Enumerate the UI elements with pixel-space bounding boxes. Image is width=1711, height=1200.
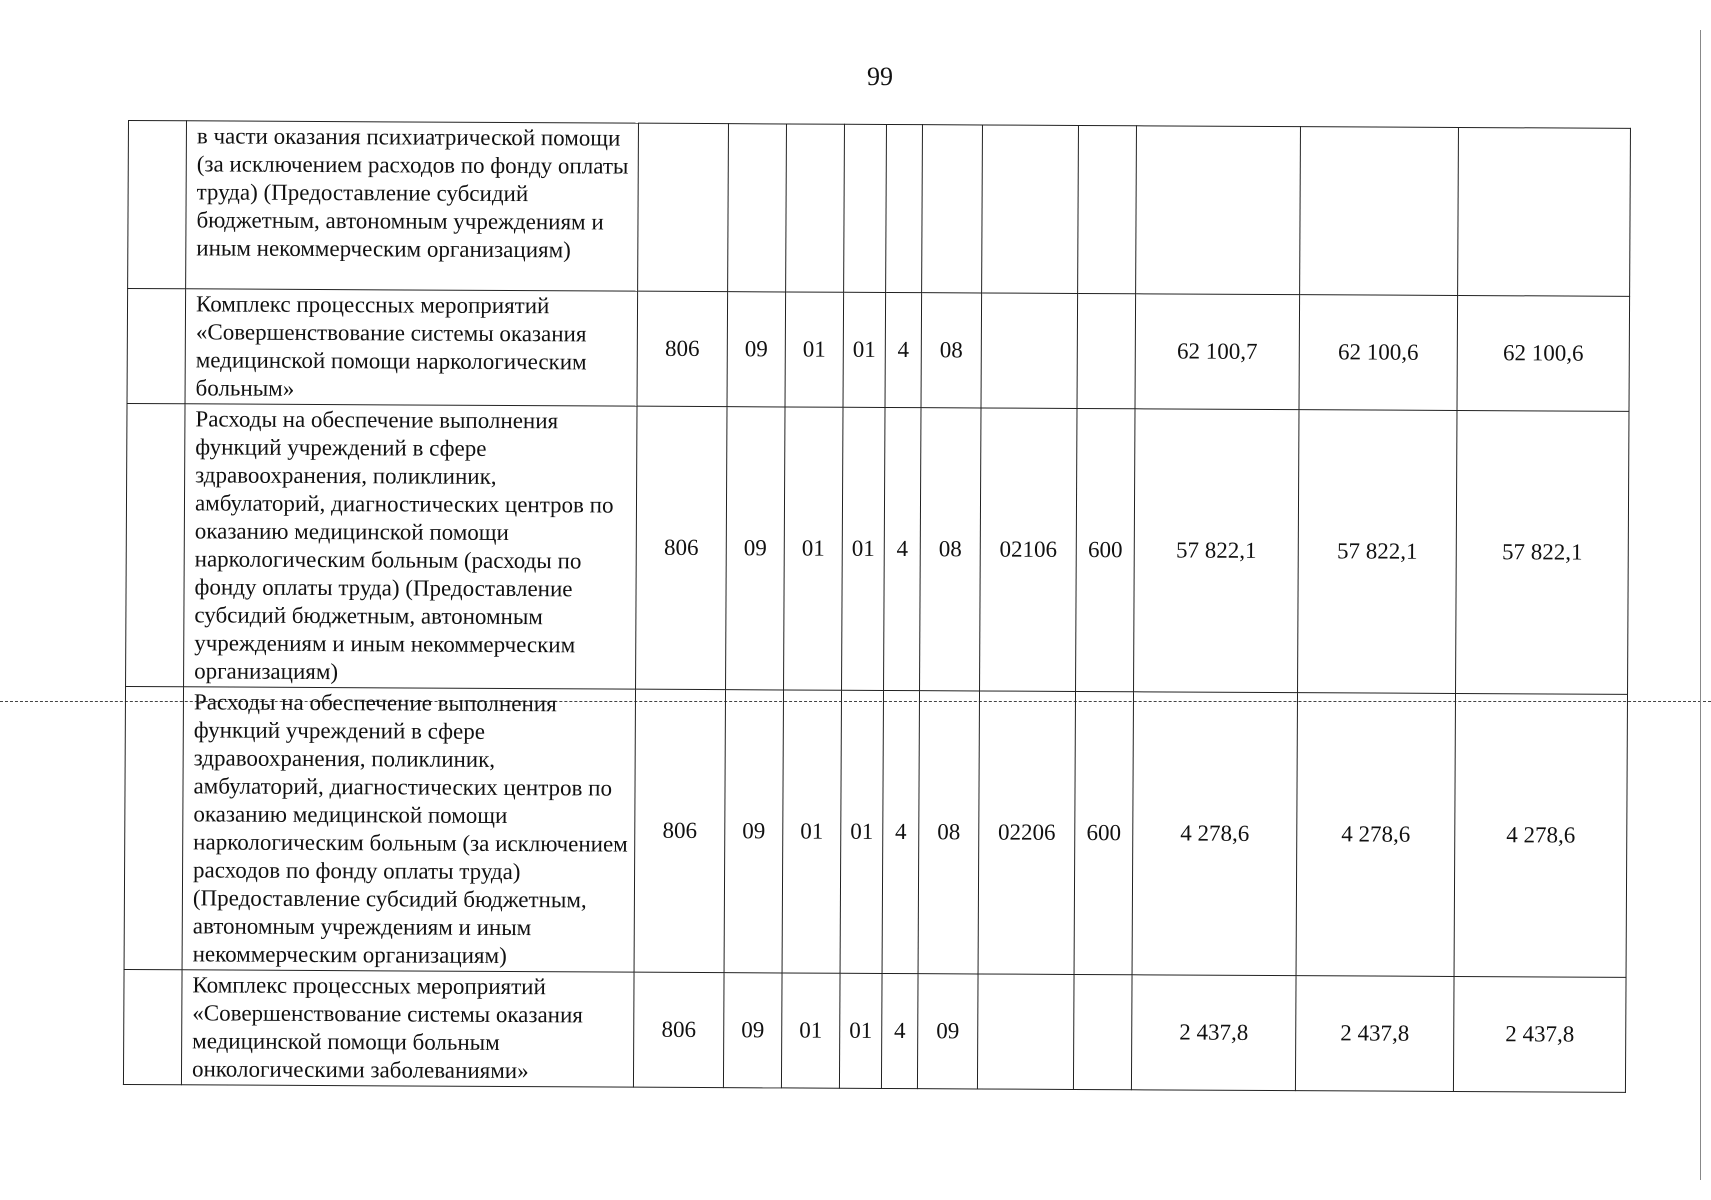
amount-year-1-cell: 4 278,6	[1132, 692, 1297, 976]
description-cell: Расходы на обеспечение выполнения функций учреждений в сфере здравоохранения, поликлиник, амбулаторий, диагностических центров по оказанию медицинской помощи наркологическим больным (за исключением расходов по фонду оплаты труда) (Предоставление субсидий бюджетным, автономным учреждениям и иным некоммерческим организациям)	[182, 687, 635, 972]
subsection-cell: 01	[782, 690, 841, 973]
amount-year-1-cell: 2 437,8	[1131, 975, 1296, 1091]
expense-type-cell	[1073, 974, 1132, 1089]
description-cell: Комплекс процессных мероприятий «Совершенствование системы оказания медицинской помощи больным онкологическими заболеваниями»	[181, 970, 634, 1087]
amount-year-3-cell: 57 822,1	[1456, 410, 1629, 694]
subsection-cell: 01	[784, 407, 843, 690]
amount-year-1-cell	[1136, 126, 1301, 295]
ministry-code-cell: 806	[636, 406, 727, 689]
description-cell: Расходы на обеспечение выполнения функций учреждений в сфере здравоохранения, поликлиник, амбулаторий, диагностических центров по оказанию медицинской помощи наркологическим больным (расходы по фонду оплаты труда) (Предоставление субсидий бюджетным, автономным учреждениям и иным некоммерческим организациям)	[184, 404, 637, 689]
subsection-cell	[786, 124, 845, 292]
expense-type-cell	[1078, 125, 1137, 293]
amount-year-3-cell: 62 100,6	[1457, 295, 1630, 411]
page-number: 99	[867, 62, 893, 91]
direction-cell: 02106	[980, 408, 1077, 691]
program-cell: 01	[842, 407, 885, 690]
ministry-code-cell: 806	[634, 689, 725, 972]
program-type-cell: 4	[881, 973, 918, 1088]
ministry-code-cell: 806	[637, 291, 728, 406]
row-number-cell	[123, 969, 182, 1084]
subsection-cell: 01	[785, 292, 844, 407]
table-row	[126, 403, 1629, 694]
amount-year-3-cell: 4 278,6	[1454, 693, 1627, 977]
amount-year-2-cell: 62 100,6	[1299, 295, 1458, 411]
description-cell: Комплекс процессных мероприятий «Совершенствование системы оказания медицинской помощи наркологическим больным»	[185, 289, 638, 406]
amount-year-1-cell: 62 100,7	[1135, 294, 1300, 410]
program-type-cell: 4	[885, 292, 922, 407]
subsection-cell: 01	[781, 973, 840, 1088]
program-type-cell: 4	[884, 407, 921, 690]
ministry-code-cell	[638, 123, 729, 291]
program-cell: 01	[840, 690, 883, 973]
section-cell	[728, 124, 787, 292]
program-cell: 01	[843, 292, 886, 407]
amount-year-3-cell: 2 437,8	[1453, 976, 1626, 1092]
description-cell: в части оказания психиатрической помощи (за исключением расходов по фонду оплаты труда) (Предоставление субсидий бюджетным, автономным учреждениям и иным некоммерческим организациям)	[186, 121, 639, 291]
budget-table	[123, 120, 1631, 1093]
expense-type-cell: 600	[1074, 691, 1133, 974]
amount-year-2-cell	[1300, 127, 1459, 296]
row-number-cell	[126, 403, 185, 686]
amount-year-3-cell	[1458, 127, 1631, 296]
program-type-cell	[886, 124, 923, 292]
direction-cell	[981, 293, 1078, 409]
amount-year-2-cell: 57 822,1	[1298, 410, 1457, 694]
row-number-cell	[128, 121, 187, 289]
structural-element-cell: 09	[917, 974, 978, 1089]
structural-element-cell: 08	[921, 293, 982, 408]
table-row	[128, 121, 1631, 297]
program-cell: 01	[839, 973, 882, 1088]
amount-year-2-cell: 4 278,6	[1296, 693, 1455, 977]
expense-type-cell: 600	[1076, 408, 1135, 691]
direction-cell	[982, 125, 1079, 294]
row-number-cell	[127, 289, 186, 404]
structural-element-cell: 08	[920, 408, 981, 691]
table-row	[127, 289, 1630, 412]
direction-cell	[977, 974, 1074, 1090]
program-type-cell: 4	[882, 690, 919, 973]
section-cell: 09	[727, 292, 786, 407]
direction-cell: 02206	[978, 691, 1075, 974]
expense-type-cell	[1077, 293, 1136, 408]
table-row	[124, 686, 1627, 977]
ministry-code-cell: 806	[633, 972, 724, 1087]
scan-edge-line	[1700, 30, 1701, 1180]
amount-year-1-cell: 57 822,1	[1134, 409, 1299, 693]
section-cell: 09	[723, 973, 782, 1088]
program-cell	[844, 124, 887, 292]
amount-year-2-cell: 2 437,8	[1295, 976, 1454, 1092]
row-number-cell	[124, 686, 183, 969]
section-cell: 09	[724, 690, 783, 973]
structural-element-cell	[922, 125, 983, 293]
table-row	[123, 969, 1626, 1092]
section-cell: 09	[726, 407, 785, 690]
structural-element-cell: 08	[918, 691, 979, 974]
